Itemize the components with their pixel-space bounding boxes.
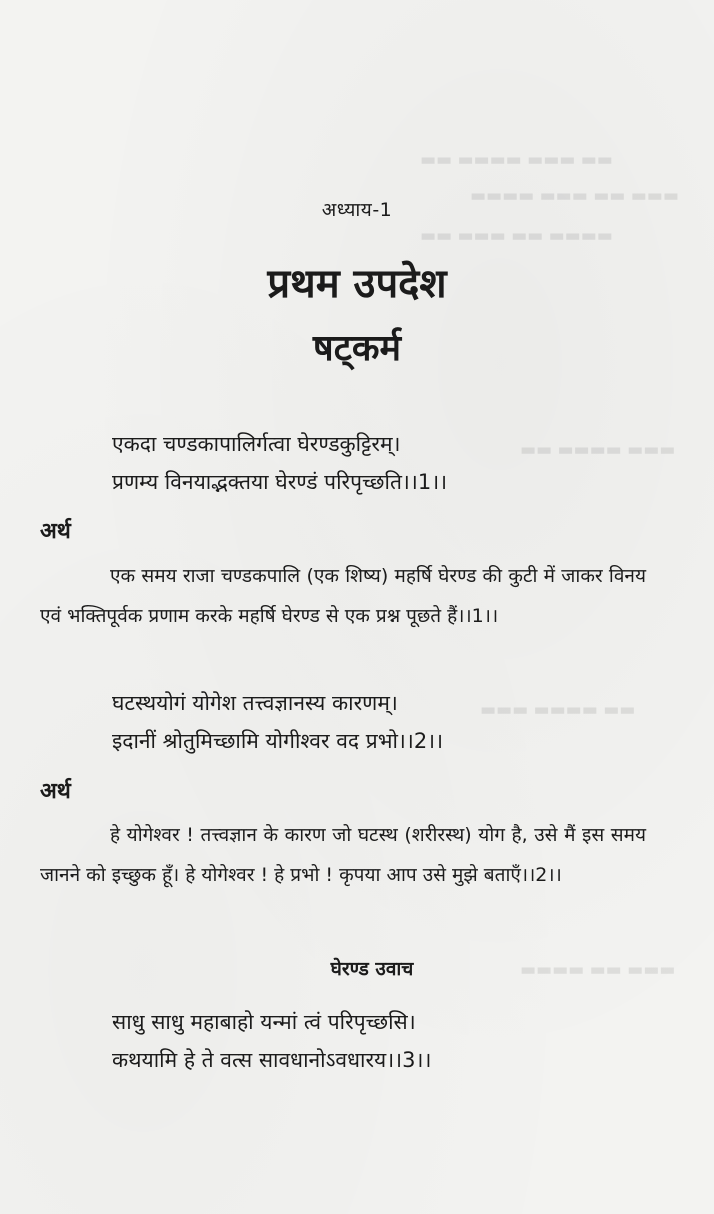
page-title: प्रथम उपदेश	[267, 261, 447, 307]
bleed-through-texture: ▬▬ ▬▬▬▬ ▬▬▬	[480, 700, 636, 720]
verse-3-line-2: कथयामि हे ते वत्स सावधानोऽवधारय।।3।।	[112, 1048, 432, 1072]
meaning-heading-1: अर्थ	[40, 519, 71, 544]
verse-1-line-2: प्रणम्य विनयाद्भक्तया घेरण्डं परिपृच्छति।।1।।	[112, 470, 448, 494]
bleed-through-texture: ▬▬ ▬▬▬ ▬▬▬▬ ▬▬	[420, 150, 613, 170]
meaning-heading-2: अर्थ	[40, 779, 71, 804]
bleed-through-texture: ▬▬▬ ▬▬ ▬▬▬ ▬▬▬▬	[470, 186, 679, 206]
chapter-number: अध्याय-1	[321, 199, 393, 221]
meaning-paragraph-1: एक समय राजा चण्डकपालि (एक शिष्य) महर्षि घेरण्ड की कुटी में जाकर विनय एवं भक्तिपूर्वक प्रणाम करके महर्षि घेरण्ड से एक प्रश्न पूछते हैं।।1।।	[40, 565, 646, 627]
bleed-through-texture: ▬▬▬ ▬▬▬▬ ▬▬	[520, 440, 676, 460]
bleed-through-texture: ▬▬▬ ▬▬ ▬▬▬▬	[520, 960, 676, 980]
verse-1-line-1: एकदा चण्डकापालिर्गत्वा घेरण्डकुट्टिरम्।	[112, 432, 401, 456]
bleed-through-texture: ▬▬▬▬ ▬▬ ▬▬▬ ▬▬	[420, 226, 613, 246]
page-subtitle: षट्कर्म	[312, 328, 402, 369]
meaning-paragraph-2: हे योगेश्वर ! तत्त्वज्ञान के कारण जो घटस्थ (शरीरस्थ) योग है, उसे मैं इस समय जानने को इच्छुक हूँ। हे योगेश्वर ! हे प्रभो ! कृपया आप उसे मुझे बताएँ।।2।।	[40, 824, 646, 886]
verse-2-line-1: घटस्थयोगं योगेश तत्त्वज्ञानस्य कारणम्।	[112, 691, 398, 715]
verse-3-line-1: साधु साधु महाबाहो यन्मां त्वं परिपृच्छसि।	[112, 1010, 416, 1034]
verse-2-line-2: इदानीं श्रोतुमिच्छामि योगीश्वर वद प्रभो।।2।।	[112, 729, 444, 753]
speaker-heading: घेरण्ड उवाच	[330, 958, 414, 980]
